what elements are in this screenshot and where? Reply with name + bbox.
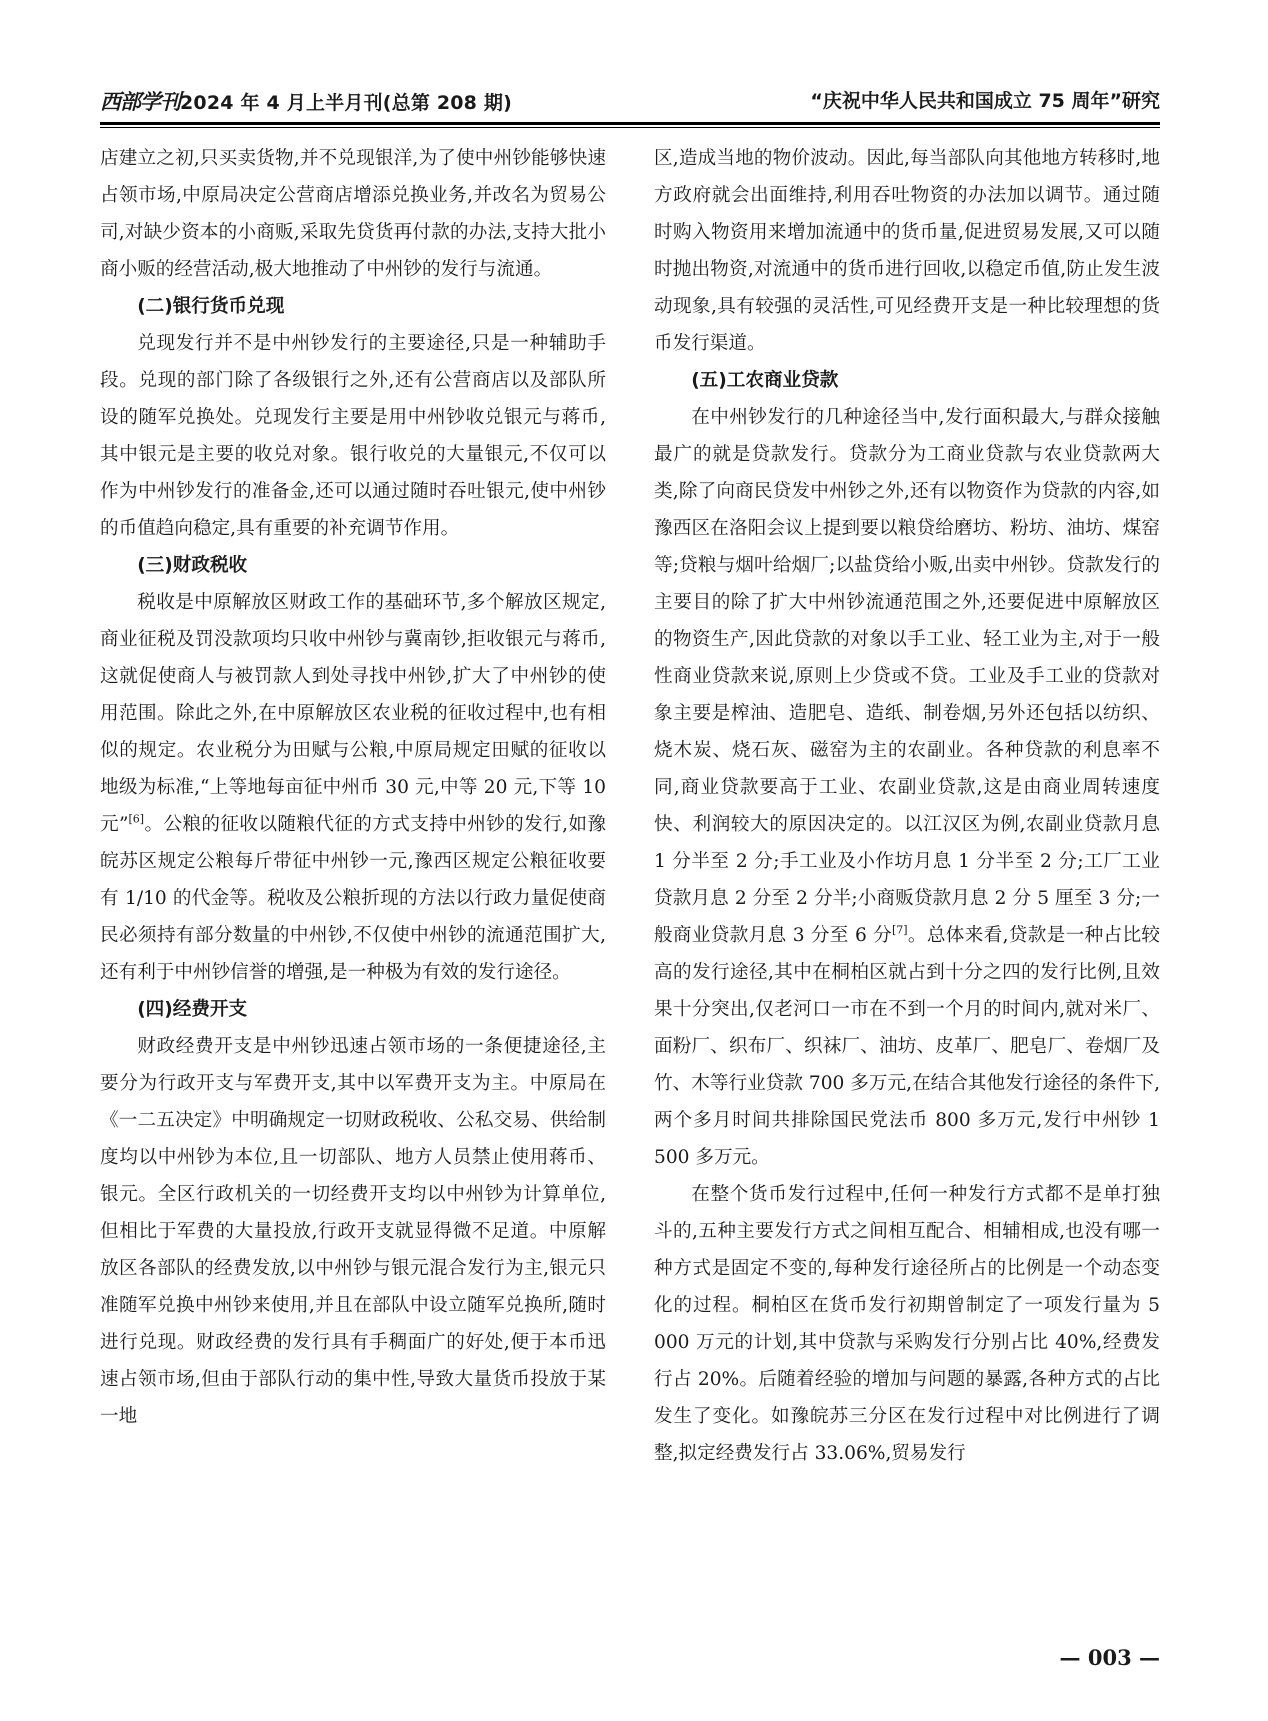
journal-logo: 西部学刊	[100, 89, 180, 114]
left-column	[100, 140, 606, 1435]
citation-6: [6]	[128, 812, 145, 826]
issue-label: 2024 年 4 月上半月刊(总第 208 期)	[180, 92, 513, 114]
citation-7: [7]	[892, 923, 908, 937]
running-header	[100, 82, 1160, 122]
journal-issue-info	[100, 86, 512, 116]
header-divider-thin	[100, 127, 1160, 128]
paragraph-bank-exchange: 兑现发行并不是中州钞发行的主要途径,只是一种辅助手段。兑现的部门除了各级银行之外,还有公营商店以及部队所设的随军兑换处。兑现发行主要是用中州钞收兑银元与蒋币,其中银元是主要的收兑对象。银行收兑的大量银元,不仅可以作为中州钞发行的准备金,还可以通过随时吞吐银元,使中州钞的币值趋向稳定,具有重要的补充调节作用。	[100, 333, 606, 539]
header-divider	[100, 122, 1160, 125]
page-number: — 003 —	[1059, 1645, 1160, 1670]
loan-text-part2: 。总体来看,贷款是一种占比较高的发行途径,其中在桐柏区就占到十分之四的发行比例,且效果十分突出,仅老河口一市在不到一个月的时间内,就对米厂、面粉厂、织布厂、织袜厂、油坊、皮革厂、肥皂厂、卷烟厂及竹、木等行业贷款 700 多万元,在结合其他发行途径的条件下,两个多月时间共排除国民党法币 800 多万元,发行中州钞 1 500 多万元。	[654, 925, 1160, 1168]
section-heading-fiscal-tax: (三)财政税收	[137, 555, 248, 576]
paragraph-summary: 在整个货币发行过程中,任何一种发行方式都不是单打独斗的,五种主要发行方式之间相互配合、相辅相成,也没有哪一种方式是固定不变的,每种发行途径所占的比例是一个动态变化的过程。桐柏区在货币发行初期曾制定了一项发行量为 5 000 万元的计划,其中贷款与采购发行分别占比 40%,经费发行占 20%。后随着经验的增加与问题的暴露,各种方式的占比发生了变化。如豫皖苏三分区在发行过程中对比例进行了调整,拟定经费发行占 33.06%,贸易发行	[654, 1184, 1160, 1464]
series-title: “庆祝中华人民共和国成立 75 周年”研究	[810, 90, 1160, 112]
paragraph-loans	[654, 399, 1160, 1176]
section-heading-expenditure: (四)经费开支	[137, 999, 248, 1020]
tax-text-part1: 税收是中原解放区财政工作的基础环节,多个解放区规定,商业征税及罚没款项均只收中州钞与冀南钞,拒收银元与蒋币,这就促使商人与被罚款人到处寻找中州钞,扩大了中州钞的使用范围。除此之外,在中原解放区农业税的征收过程中,也有相似的规定。农业税分为田赋与公粮,中原局规定田赋的征收以地级为标准,“上等地每亩征中州币 30 元,中等 20 元,下等 10 元”	[100, 592, 606, 835]
paragraph-expenditure: 财政经费开支是中州钞迅速占领市场的一条便捷途径,主要分为行政开支与军费开支,其中以军费开支为主。中原局在《一二五决定》中明确规定一切财政税收、公私交易、供给制度均以中州钞为本位,且一切部队、地方人员禁止使用蒋币、银元。全区行政机关的一切经费开支均以中州钞为计算单位,但相比于军费的大量投放,行政开支就显得微不足道。中原解放区各部队的经费发放,以中州钞与银元混合发行为主,银元只准随军兑换中州钞来使用,并且在部队中设立随军兑换所,随时进行兑现。财政经费的发行具有手稠面广的好处,便于本币迅速占领市场,但由于部队行动的集中性,导致大量货币投放于某一地	[100, 1036, 606, 1427]
paragraph-fiscal-tax	[100, 584, 606, 991]
right-column	[654, 140, 1160, 1472]
section-heading-bank-exchange: (二)银行货币兑现	[137, 296, 285, 317]
section-heading-loans: (五)工农商业贷款	[691, 370, 839, 391]
tax-text-part2: 。公粮的征收以随粮代征的方式支持中州钞的发行,如豫皖苏区规定公粮每斤带征中州钞一元,豫西区规定公粮征收要有 1/10 的代金等。税收及公粮折现的方法以行政力量促使商民必须持有部分数量的中州钞,不仅使中州钞的流通范围扩大,还有利于中州钞信誉的增强,是一种极为有效的发行途径。	[100, 814, 606, 983]
paragraph-expenditure-continued: 区,造成当地的物价波动。因此,每当部队向其他地方转移时,地方政府就会出面维持,利用吞吐物资的办法加以调节。通过随时购入物资用来增加流通中的货币量,促进贸易发展,又可以随时抛出物资,对流通中的货币进行回收,以稳定币值,防止发生波动现象,具有较强的灵活性,可见经费开支是一种比较理想的货币发行渠道。	[654, 148, 1160, 354]
paragraph-intro-continued: 店建立之初,只买卖货物,并不兑现银洋,为了使中州钞能够快速占领市场,中原局决定公营商店增添兑换业务,并改名为贸易公司,对缺少资本的小商贩,采取先贷货再付款的办法,支持大批小商小贩的经营活动,极大地推动了中州钞的发行与流通。	[100, 148, 606, 280]
loan-text-part1: 在中州钞发行的几种途径当中,发行面积最大,与群众接触最广的就是贷款发行。贷款分为工商业贷款与农业贷款两大类,除了向商民贷发中州钞之外,还有以物资作为贷款的内容,如豫西区在洛阳会议上提到要以粮贷给磨坊、粉坊、油坊、煤窑等;贷粮与烟叶给烟厂;以盐贷给小贩,出卖中州钞。贷款发行的主要目的除了扩大中州钞流通范围之外,还要促进中原解放区的物资生产,因此贷款的对象以手工业、轻工业为主,对于一般性商业贷款来说,原则上少贷或不贷。工业及手工业的贷款对象主要是榨油、造肥皂、造纸、制卷烟,另外还包括以纺织、烧木炭、烧石灰、磁窑为主的农副业。各种贷款的利息率不同,商业贷款要高于工业、农副业贷款,这是由商业周转速度快、利润较大的原因决定的。以江汉区为例,农副业贷款月息 1 分半至 2 分;手工业及小作坊月息 1 分半至 2 分;工厂工业贷款月息 2 分至 2 分半;小商贩贷款月息 2 分 5 厘至 3 分;一般商业贷款月息 3 分至 6 分	[654, 407, 1160, 946]
